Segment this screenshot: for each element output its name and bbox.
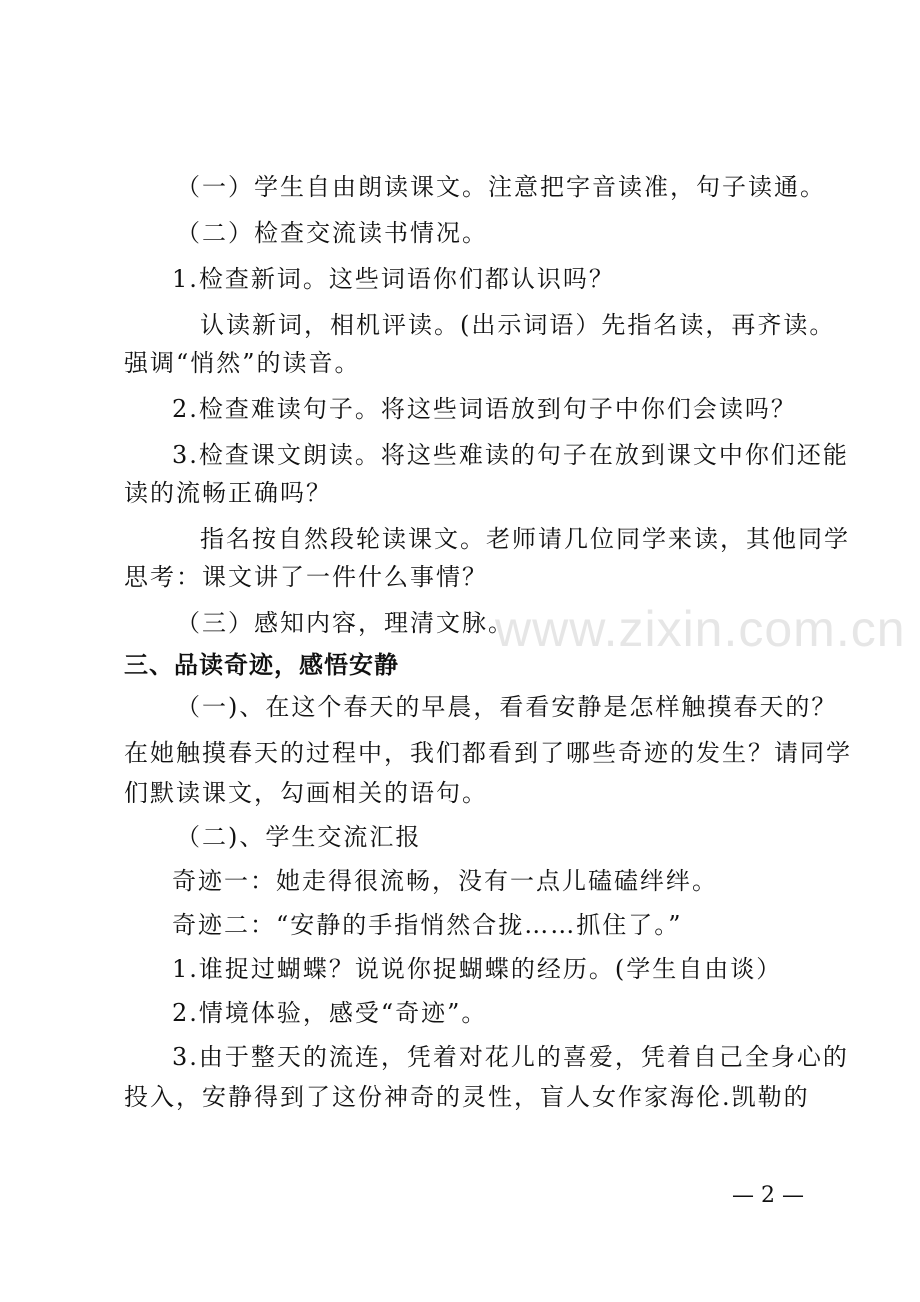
section-heading: 三、品读奇迹，感悟安静 (124, 651, 399, 679)
page-number: — 2 — (732, 1183, 804, 1208)
paragraph-line: 思考：课文讲了一件什么事情？ (124, 563, 488, 591)
paragraph-line: 3.检查课文朗读。将这些难读的句子在放到课文中你们还能 (172, 441, 849, 469)
paragraph-line: 认读新词，相机评读。(出示词语）先指名读，再齐读。 (200, 311, 836, 339)
paragraph-line: 3.由于整天的流连，凭着对花儿的喜爱，凭着自己全身心的 (172, 1043, 849, 1071)
paragraph-line: 投入，安静得到了这份神奇的灵性，盲人女作家海伦.凯勒的 (124, 1083, 810, 1111)
paragraph-line: 强调“悄然”的读音。 (124, 349, 361, 377)
paragraph-line: （二）检查交流读书情况。 (176, 219, 488, 247)
paragraph-line: 奇迹一：她走得很流畅，没有一点儿磕磕绊绊。 (172, 867, 718, 895)
paragraph-line: 指名按自然段轮读课文。老师请几位同学来读，其他同学 (200, 525, 850, 553)
paragraph-line: 2.检查难读句子。将这些词语放到句子中你们会读吗？ (172, 395, 797, 423)
paragraph-line: （一)、在这个春天的早晨，看看安静是怎样触摸春天的？ (176, 693, 838, 721)
paragraph-line: （一）学生自由朗读课文。注意把字音读准，句子读通。 (176, 173, 826, 201)
paragraph-line: 1.谁捉过蝴蝶？说说你捉蝴蝶的经历。(学生自由谈） (172, 955, 783, 983)
paragraph-line: 读的流畅正确吗？ (124, 479, 332, 507)
paragraph-line: 2.情境体验，感受“奇迹”。 (172, 999, 488, 1027)
paragraph-line: 在她触摸春天的过程中，我们都看到了哪些奇迹的发生？请同学 (124, 739, 852, 767)
paragraph-line: 奇迹二：“安静的手指悄然合拢……抓住了。” (172, 911, 683, 939)
paragraph-line: （二)、学生交流汇报 (176, 823, 422, 851)
watermark: www.zixin.com.cn (495, 601, 906, 657)
paragraph-line: 们默读课文，勾画相关的语句。 (124, 779, 488, 807)
paragraph-line: （三）感知内容，理清文脉。 (176, 609, 514, 637)
paragraph-line: 1.检查新词。这些词语你们都认识吗？ (172, 265, 615, 293)
